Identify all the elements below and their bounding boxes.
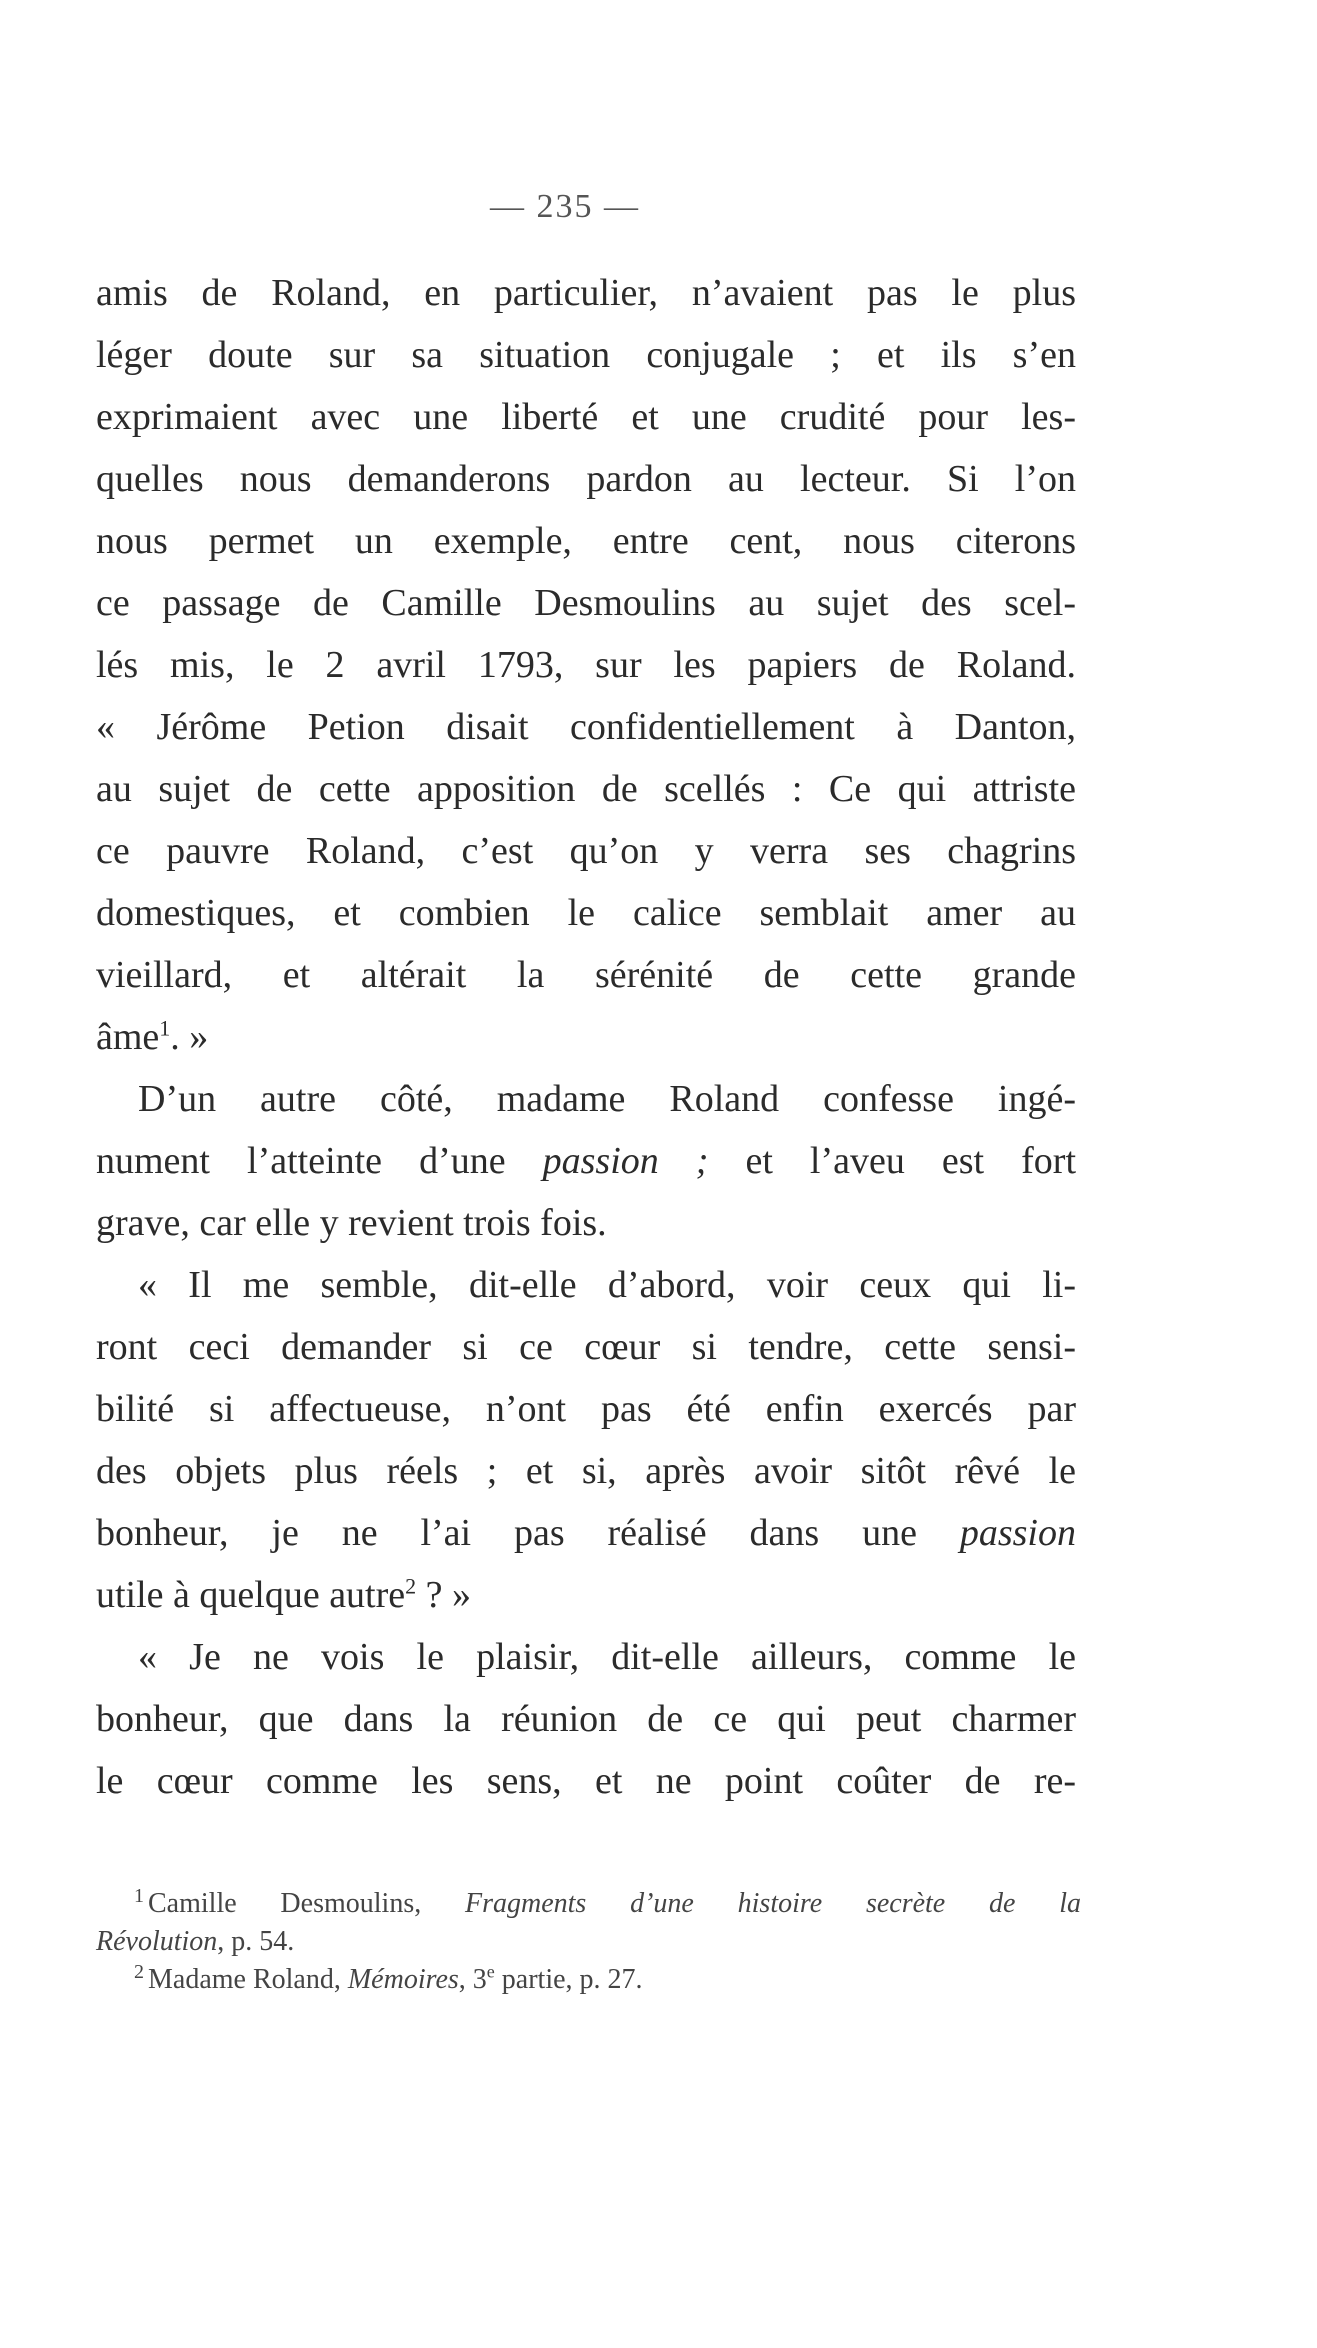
body-text bbox=[96, 262, 1076, 1812]
text-line: lés mis, le 2 avril 1793, sur les papiers de Roland. bbox=[96, 644, 1076, 686]
text-line: ront ceci demander si ce cœur si tendre, cette sensi- bbox=[96, 1326, 1076, 1368]
text-line: âme$^1$. » bbox=[96, 1015, 209, 1058]
footnote-2: $^2$ Madame Roland, Mémoires, 3e partie, p. 27. bbox=[134, 1960, 643, 1995]
text-line: « Jérôme Petion disait confidentiellement à Danton, bbox=[96, 706, 1076, 748]
text-line: léger doute sur sa situation conjugale ; et ils s’en bbox=[96, 334, 1076, 376]
text-line: « Je ne vois le plaisir, dit-elle ailleurs, comme le bbox=[138, 1636, 1076, 1678]
text-line: nous permet un exemple, entre cent, nous citerons bbox=[96, 520, 1076, 562]
text-line: exprimaient avec une liberté et une crudité pour les- bbox=[96, 396, 1076, 438]
text-line: bonheur, je ne l’ai pas réalisé dans une passion bbox=[96, 1512, 1076, 1554]
text-line: des objets plus réels ; et si, après avoir sitôt rêvé le bbox=[96, 1450, 1076, 1492]
text-line: domestiques, et combien le calice semblait amer au bbox=[96, 892, 1076, 934]
text-line: bilité si affectueuse, n’ont pas été enfin exercés par bbox=[96, 1388, 1076, 1430]
footnote-number: 2 bbox=[134, 1960, 144, 1983]
text-line: amis de Roland, en particulier, n’avaient pas le plus bbox=[96, 272, 1076, 314]
text-line: quelles nous demanderons pardon au lecteur. Si l’on bbox=[96, 458, 1076, 500]
text-line: vieillard, et altérait la sérénité de cette grande bbox=[96, 954, 1076, 996]
emphasis: passion ; bbox=[542, 1140, 709, 1182]
text-line: grave, car elle y revient trois fois. bbox=[96, 1202, 607, 1244]
page-number: — 235 — bbox=[490, 188, 640, 225]
footnote-number: 1 bbox=[134, 1884, 144, 1907]
text-line: ce passage de Camille Desmoulins au sujet des scel- bbox=[96, 582, 1076, 624]
text-line: D’un autre côté, madame Roland confesse ingé- bbox=[138, 1078, 1076, 1120]
footnote-ref: 2 bbox=[405, 1573, 417, 1599]
footnotes bbox=[96, 1885, 1081, 1999]
text-line: « Il me semble, dit-elle d’abord, voir ceux qui li- bbox=[138, 1264, 1076, 1306]
text-line: nument l’atteinte d’une passion ; et l’aveu est fort bbox=[96, 1140, 1077, 1182]
text-line: le cœur comme les sens, et ne point coûter de re- bbox=[96, 1760, 1076, 1802]
emphasis: passion bbox=[959, 1512, 1076, 1554]
text-line: utile à quelque autre$^2$ ? » bbox=[96, 1573, 472, 1616]
text-line: au sujet de cette apposition de scellés : Ce qui attriste bbox=[96, 768, 1076, 810]
footnote-1: $^1$ Camille Desmoulins, Fragments d’une histoire secrète de la bbox=[134, 1884, 1081, 1919]
footnote-ref: 1 bbox=[159, 1015, 171, 1041]
footnote-1-cont: Révolution, p. 54. bbox=[96, 1926, 295, 1957]
text-line: bonheur, que dans la réunion de ce qui peut charmer bbox=[96, 1698, 1076, 1740]
text-line: ce pauvre Roland, c’est qu’on y verra ses chagrins bbox=[96, 830, 1076, 872]
